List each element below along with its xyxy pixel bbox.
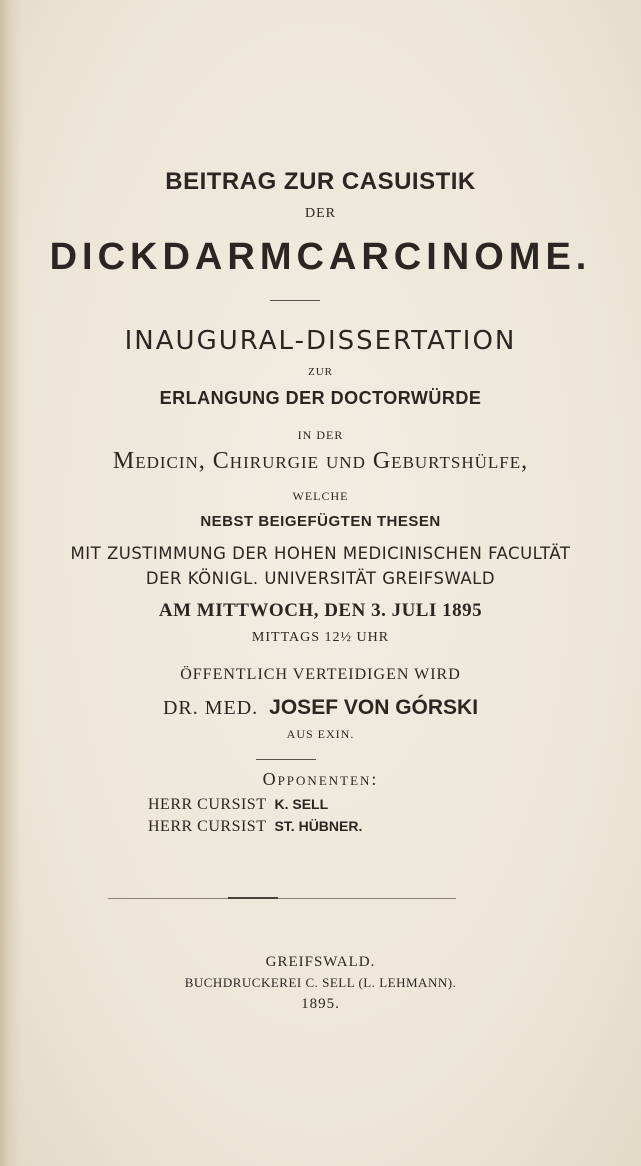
welche-label: WELCHE xyxy=(292,489,349,503)
divider-3-center xyxy=(228,897,278,899)
nebst-line: NEBST BEIGEFÜGTEN THESEN xyxy=(200,513,441,530)
printer-line: BUCHDRUCKEREI C. SELL (L. LEHMANN). xyxy=(184,975,457,990)
divider-2 xyxy=(256,759,316,760)
time-line: MITTAGS 12½ UHR xyxy=(251,630,390,645)
divider-3 xyxy=(108,898,456,899)
origin-line: AUS EXIN. xyxy=(286,727,355,741)
title-der: DER xyxy=(305,206,336,221)
opponent-1-name: K. SELL xyxy=(274,796,329,812)
opponenten-heading: Opponenten: xyxy=(262,769,379,789)
title-line-1: BEITRAG ZUR CASUISTIK xyxy=(165,168,476,195)
zustimmung-line: MIT ZUSTIMMUNG DER HOHEN MEDICINISCHEN FACULTÄT xyxy=(70,544,571,563)
erlangung-line: ERLANGUNG DER DOCTORWÜRDE xyxy=(159,388,482,408)
year-line: 1895. xyxy=(301,996,340,1012)
place-line: GREIFSWALD. xyxy=(265,954,376,970)
verteidigen-line: ÖFFENTLICH VERTEIDIGEN WIRD xyxy=(180,666,461,683)
author-line xyxy=(0,696,641,720)
author-prefix: DR. MED. xyxy=(162,697,259,719)
dissertation-heading: INAUGURAL-DISSERTATION xyxy=(124,326,517,356)
opponent-2 xyxy=(148,818,362,836)
opponent-2-prefix: HERR CURSIST xyxy=(148,818,267,835)
main-title: DICKDARMCARCINOME. xyxy=(49,236,592,278)
universitaet-line: DER KÖNIGL. UNIVERSITÄT GREIFSWALD xyxy=(145,569,496,588)
divider-1 xyxy=(270,300,320,301)
opponent-2-name: ST. HÜBNER. xyxy=(274,818,363,834)
zur-label: ZUR xyxy=(308,366,333,378)
faculties-line: Medicin, Chirurgie und Geburtshülfe, xyxy=(112,448,529,474)
opponent-1 xyxy=(148,796,328,814)
in-der-label: IN DER xyxy=(297,428,344,442)
author-name: JOSEF VON GÓRSKI xyxy=(269,696,479,719)
opponent-1-prefix: HERR CURSIST xyxy=(148,796,267,813)
date-line: AM MITTWOCH, DEN 3. JULI 1895 xyxy=(158,600,483,621)
